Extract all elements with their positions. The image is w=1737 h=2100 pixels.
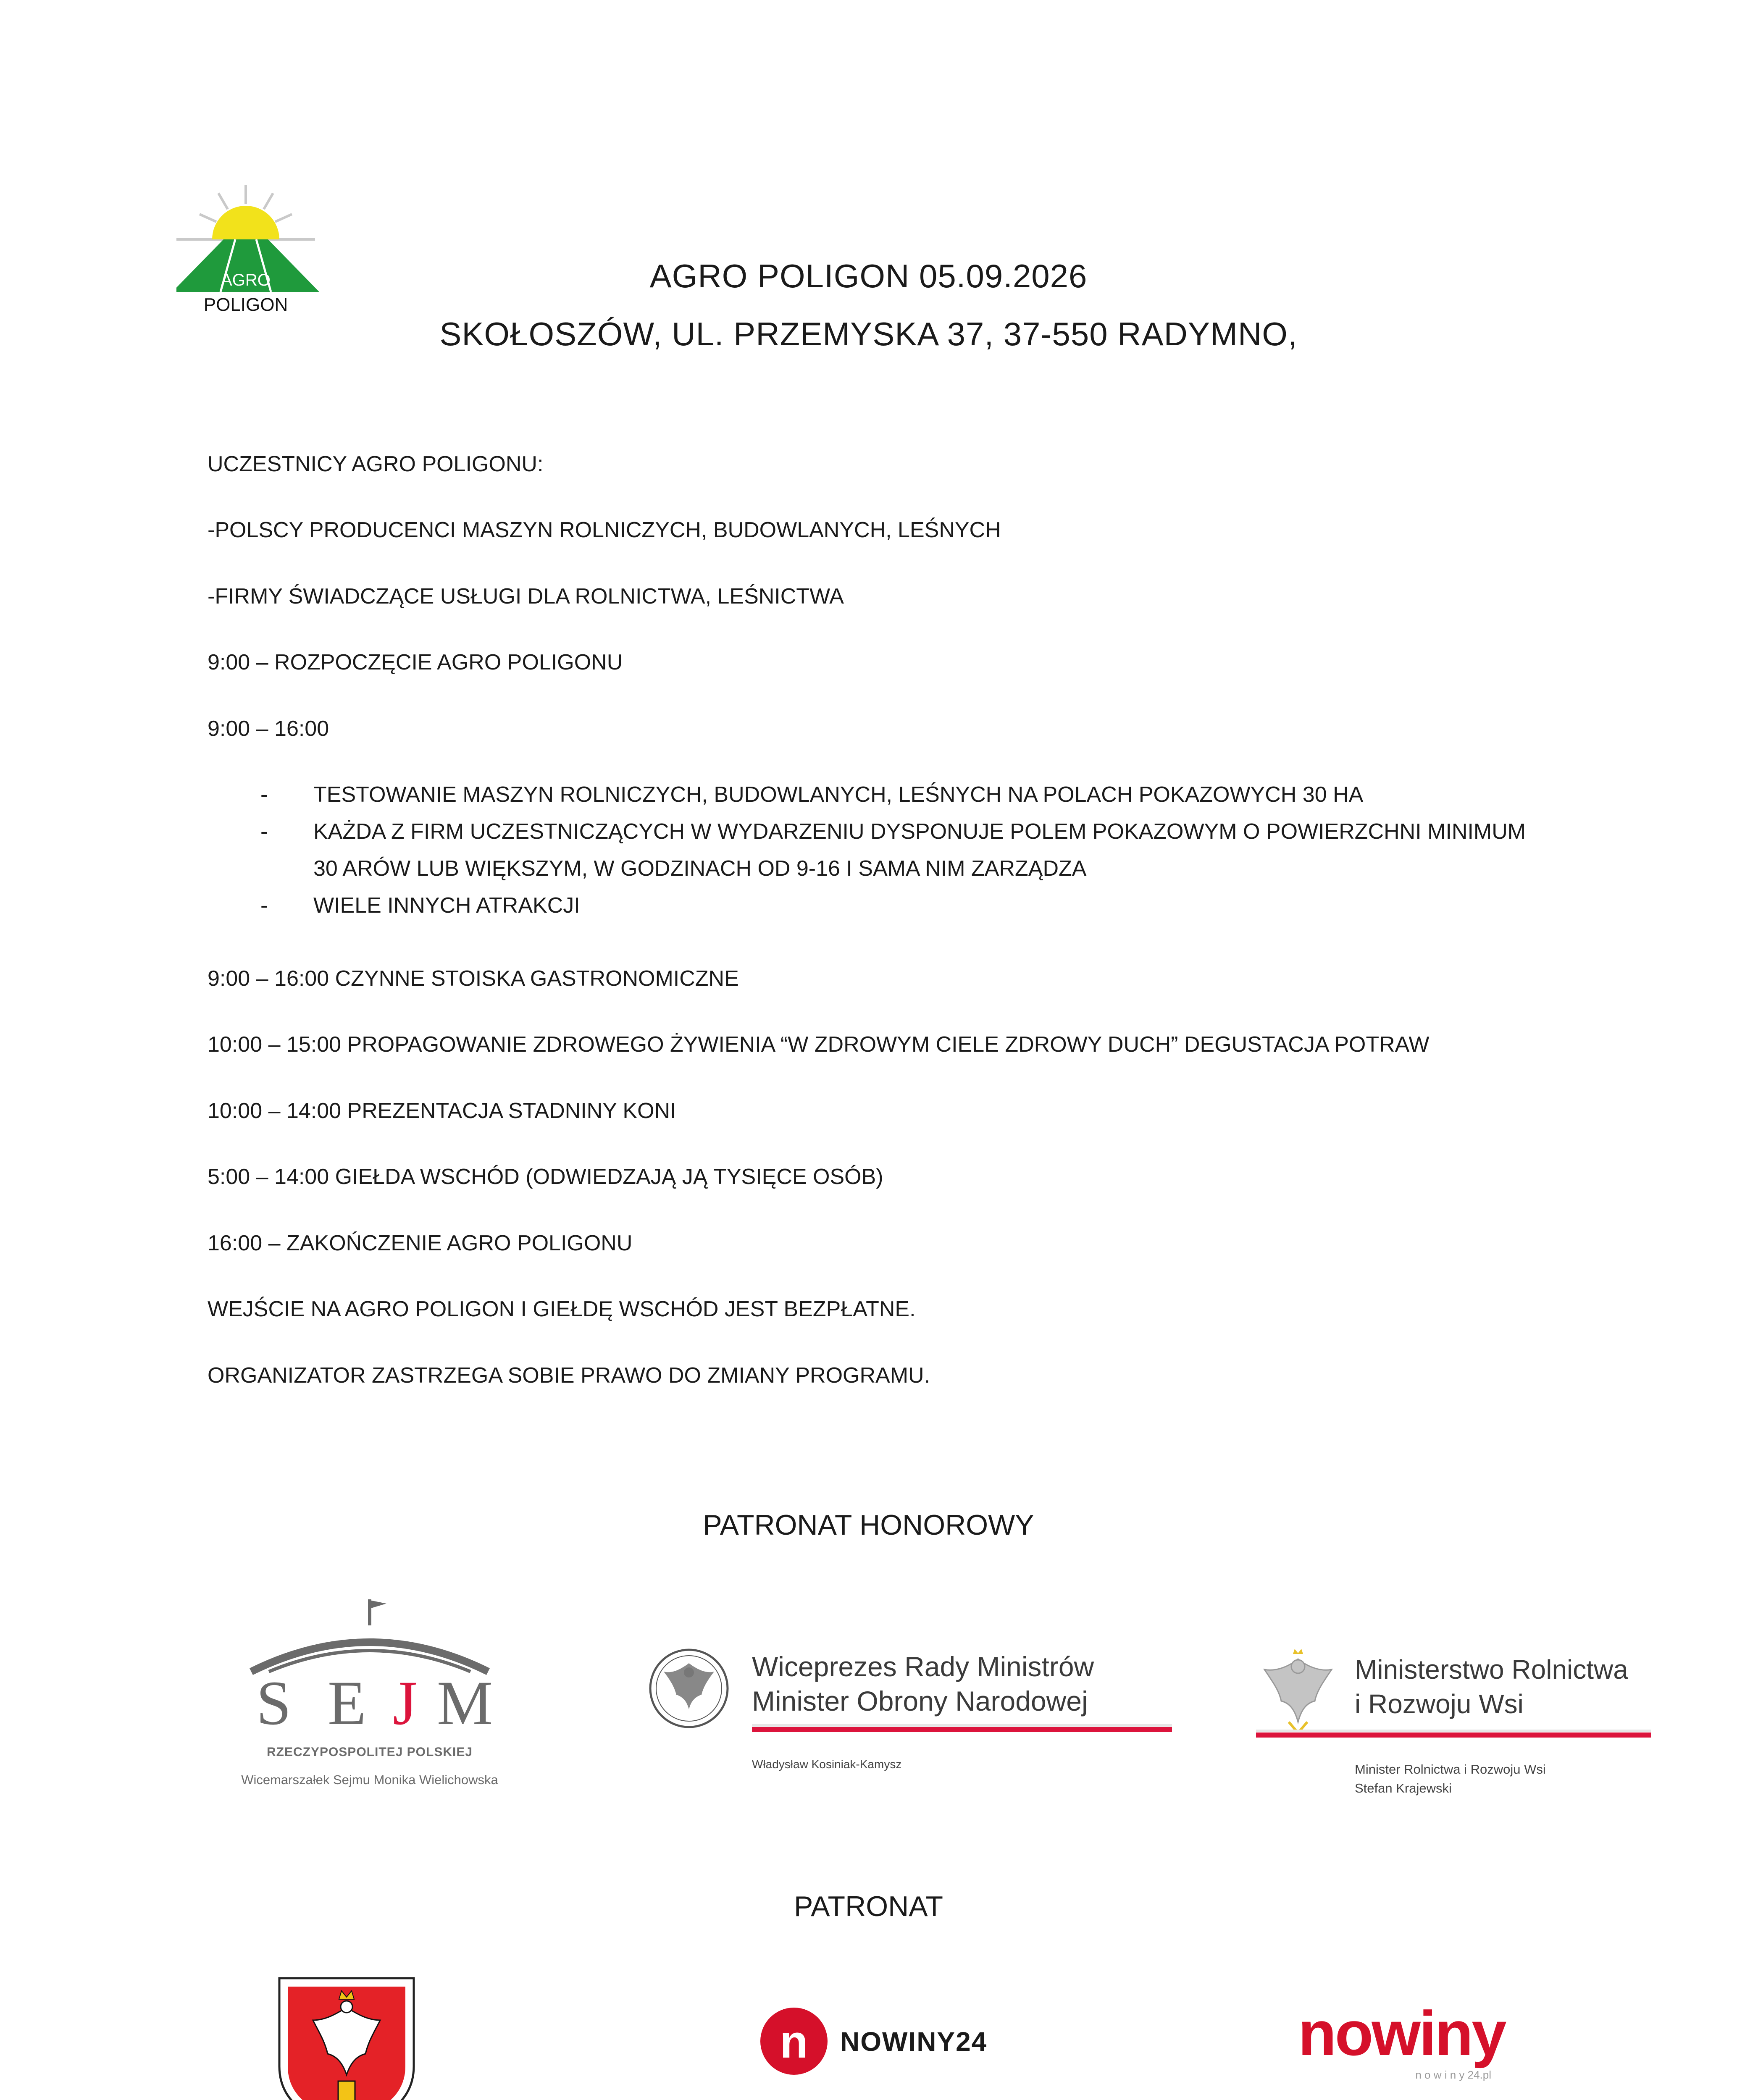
program-disclaimer: ORGANIZATOR ZASTRZEGA SOBIE PRAWO DO ZMIANY PROGRAMU. [208,1363,930,1388]
flag-bar-red [1256,1732,1651,1738]
sejm-subtitle: RZECZYPOSPOLITEJ POLSKIEJ [266,1745,473,1759]
flag-bar-white [752,1724,1172,1727]
participants-heading: UCZESTNICY AGRO POLIGONU: [208,452,544,476]
flag-bar-red [752,1727,1172,1732]
ministry-caption-1: Minister Rolnictwa i Rozwoju Wsi [1355,1762,1546,1777]
nowiny24-badge-letter: n [780,2016,808,2068]
bullet-dash: - [260,819,268,844]
bullet-dash: - [260,782,268,807]
bullet-item-2-continued: 30 ARÓW LUB WIĘKSZYM, W GODZINACH OD 9-16 I SAMA NIM ZARZĄDZA [313,856,1087,881]
bullet-item-1: TESTOWANIE MASZYN ROLNICZYCH, BUDOWLANYCH, LEŚNYCH NA POLACH POKAZOWYCH 30 HA [313,782,1364,807]
nowiny-url: n o w i n y 24.pl [1415,2068,1491,2081]
mon-title-line-1: Wiceprezes Rady Ministrów [752,1651,1094,1682]
honorary-patronage-heading: PATRONAT HONOROWY [703,1509,1034,1541]
sejm-logo [202,1596,538,1814]
bullet-item-2: KAŻDA Z FIRM UCZESTNICZĄCYCH W WYDARZENIU DYSPONUJE POLEM POKAZOWYM O POWIERZCHNI MINIMUM [313,819,1526,844]
sejm-letter-j: J [393,1668,418,1735]
polish-eagle-emblem-icon [647,1646,731,1730]
bullet-dash: - [260,893,268,918]
gmina-radymno-coat-of-arms [235,1974,458,2100]
ministry-caption-2: Stefan Krajewski [1355,1781,1452,1796]
event-title: AGRO POLIGON 05.09.2026 [649,257,1088,294]
ministry-title-line-1: Ministerstwo Rolnictwa [1355,1654,1628,1685]
patronage-heading: PATRONAT [794,1890,943,1922]
schedule-closing: 16:00 – ZAKOŃCZENIE AGRO POLIGONU [208,1231,633,1255]
participant-line-2: -FIRMY ŚWIADCZĄCE USŁUGI DLA ROLNICTWA, LEŚNICTWA [208,584,844,609]
agro-logo-text-1: AGRO [221,271,271,289]
ministry-agriculture-logo [1256,1646,1676,1823]
agro-logo-text-2: POLIGON [203,294,288,315]
mon-title-line-2: Minister Obrony Narodowej [752,1685,1088,1717]
sejm-letter-s: S [256,1668,292,1735]
nowiny24-label: NOWINY24 [840,2026,988,2057]
agro-poligon-logo [176,185,336,323]
free-entry-note: WEJŚCIE NA AGRO POLIGON I GIEŁDĘ WSCHÓD JEST BEZPŁATNE. [208,1297,916,1321]
mon-caption: Władysław Kosiniak-Kamysz [752,1758,902,1771]
polish-eagle-icon [1256,1646,1340,1739]
event-address: SKOŁOSZÓW, UL. PRZEMYSKA 37, 37-550 RADYMNO, [439,315,1298,352]
participant-line-1: -POLSCY PRODUCENCI MASZYN ROLNICZYCH, BUDOWLANYCH, LEŚNYCH [208,518,1001,542]
schedule-gastronomy: 9:00 – 16:00 CZYNNE STOISKA GASTRONOMICZNE [208,966,739,991]
bullet-item-3: WIELE INNYCH ATRAKCJI [313,893,580,918]
nowiny24-badge-icon [760,2008,828,2075]
sejm-letter-m: M [437,1668,493,1735]
sejm-dome-icon [202,1596,538,1735]
schedule-market: 5:00 – 14:00 GIEŁDA WSCHÓD (ODWIEDZAJĄ JĄ TYSIĘCE OSÓB) [208,1165,883,1189]
schedule-horses: 10:00 – 14:00 PREZENTACJA STADNINY KONI [208,1099,676,1123]
nowiny-logo [1298,1997,1533,2090]
ministry-title-line-2: i Rozwoju Wsi [1355,1689,1524,1719]
schedule-healthy-food: 10:00 – 15:00 PROPAGOWANIE ZDROWEGO ŻYWIENIA “W ZDROWYM CIELE ZDROWY DUCH” DEGUSTACJA POTRAW [208,1032,1430,1057]
sejm-letter-e: E [328,1668,366,1735]
schedule-range: 9:00 – 16:00 [208,717,329,741]
nowiny-wordmark: nowiny [1298,1998,1505,2068]
schedule-opening: 9:00 – ROZPOCZĘCIE AGRO POLIGONU [208,650,623,675]
flag-bar-white [1256,1730,1651,1732]
nowiny24-logo [760,2008,996,2079]
mon-logo [647,1646,1172,1798]
coat-of-arms-icon [275,1974,418,2100]
sejm-caption: Wicemarszałek Sejmu Monika Wielichowska [241,1772,498,1787]
